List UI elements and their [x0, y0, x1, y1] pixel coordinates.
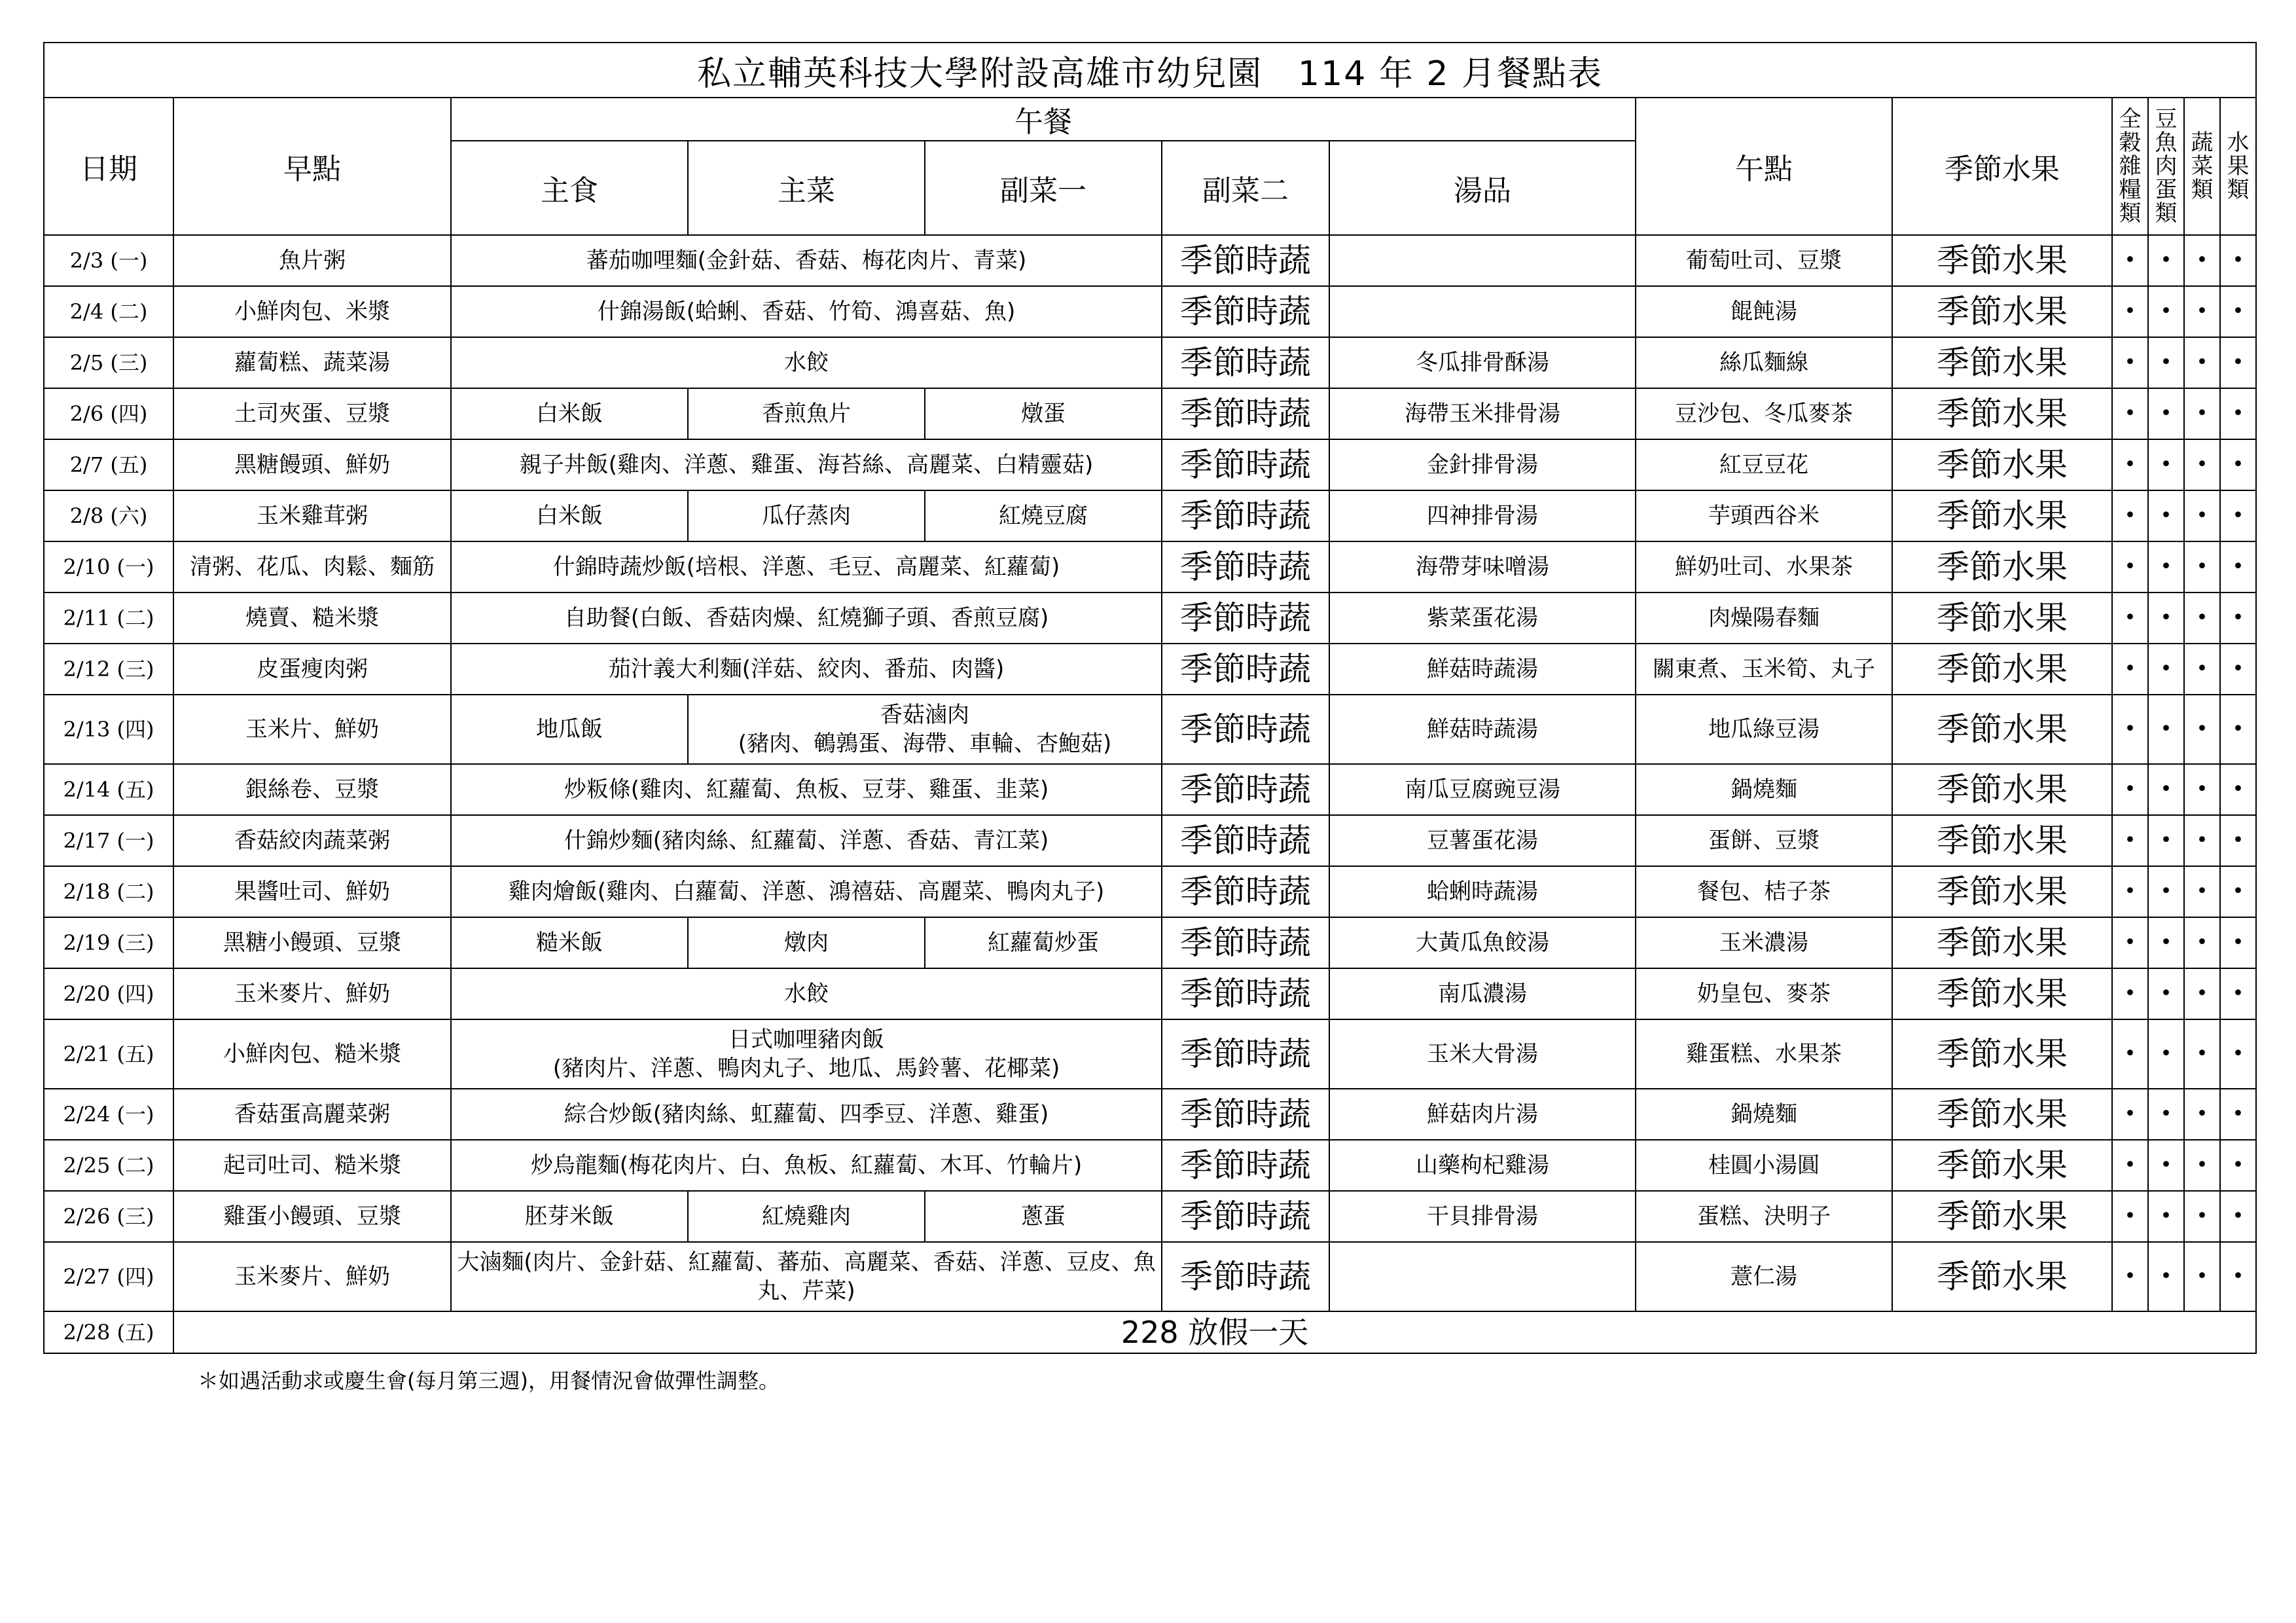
- food-group-dot: •: [2184, 541, 2220, 593]
- side2-cell: 季節時蔬: [1162, 1019, 1329, 1089]
- table-row: [44, 1019, 2256, 1089]
- table-row: [44, 1191, 2256, 1242]
- food-group-dot: •: [2112, 968, 2148, 1019]
- header-date: 日期: [44, 98, 173, 235]
- food-group-dot: •: [2220, 388, 2256, 439]
- fruit-cell: 季節水果: [1892, 541, 2112, 593]
- snack-cell: 鮮奶吐司、水果茶: [1636, 541, 1892, 593]
- food-group-dot: •: [2112, 439, 2148, 490]
- soup-cell: 鮮菇肉片湯: [1329, 1089, 1636, 1140]
- side1-cell: 燉蛋: [925, 388, 1162, 439]
- food-group-dot: •: [2220, 235, 2256, 286]
- breakfast-cell: 小鮮肉包、米漿: [173, 286, 451, 337]
- header-grains: 全 穀 雜 糧 類: [2112, 98, 2148, 235]
- food-group-dot: •: [2220, 644, 2256, 695]
- snack-cell: 鍋燒麵: [1636, 1089, 1892, 1140]
- food-group-dot: •: [2148, 866, 2184, 917]
- lunch-cell: 綜合炒飯(豬肉絲、虹蘿蔔、四季豆、洋蔥、雞蛋): [451, 1089, 1162, 1140]
- date-cell: 2/17 (一): [44, 815, 173, 866]
- side2-cell: 季節時蔬: [1162, 815, 1329, 866]
- breakfast-cell: 玉米麥片、鮮奶: [173, 968, 451, 1019]
- snack-cell: 奶皇包、麥茶: [1636, 968, 1892, 1019]
- fruit-cell: 季節水果: [1892, 286, 2112, 337]
- date-cell: 2/28 (五): [44, 1311, 173, 1353]
- breakfast-cell: 皮蛋瘦肉粥: [173, 644, 451, 695]
- soup-cell: [1329, 286, 1636, 337]
- food-group-dot: •: [2148, 337, 2184, 388]
- fruit-cell: 季節水果: [1892, 866, 2112, 917]
- lunch-cell: 雞肉燴飯(雞肉、白蘿蔔、洋蔥、鴻禧菇、高麗菜、鴨肉丸子): [451, 866, 1162, 917]
- date-cell: 2/7 (五): [44, 439, 173, 490]
- table-row: [44, 866, 2256, 917]
- food-group-dot: •: [2220, 337, 2256, 388]
- fruit-cell: 季節水果: [1892, 1191, 2112, 1242]
- table-row: [44, 593, 2256, 644]
- soup-cell: 南瓜豆腐豌豆湯: [1329, 764, 1636, 815]
- header-breakfast: 早點: [173, 98, 451, 235]
- lunch-cell: [451, 1019, 1162, 1089]
- side2-cell: 季節時蔬: [1162, 968, 1329, 1019]
- table-row: [44, 1089, 2256, 1140]
- staple-cell: 白米飯: [451, 490, 688, 541]
- side2-cell: 季節時蔬: [1162, 337, 1329, 388]
- breakfast-cell: 黑糖饅頭、鮮奶: [173, 439, 451, 490]
- food-group-dot: •: [2184, 593, 2220, 644]
- menu-body: [44, 235, 2256, 1353]
- table-row: [44, 917, 2256, 968]
- date-cell: 2/5 (三): [44, 337, 173, 388]
- food-group-dot: •: [2220, 917, 2256, 968]
- side1-cell: 蔥蛋: [925, 1191, 1162, 1242]
- side2-cell: 季節時蔬: [1162, 917, 1329, 968]
- fruit-cell: 季節水果: [1892, 388, 2112, 439]
- breakfast-cell: 魚片粥: [173, 235, 451, 286]
- table-row: [44, 1242, 2256, 1311]
- food-group-dot: •: [2148, 1089, 2184, 1140]
- food-group-dot: •: [2148, 695, 2184, 764]
- snack-cell: 餐包、桔子茶: [1636, 866, 1892, 917]
- food-group-dot: •: [2112, 644, 2148, 695]
- side2-cell: 季節時蔬: [1162, 695, 1329, 764]
- food-group-dot: •: [2220, 866, 2256, 917]
- food-group-dot: •: [2220, 815, 2256, 866]
- food-group-dot: •: [2220, 439, 2256, 490]
- soup-cell: 豆薯蛋花湯: [1329, 815, 1636, 866]
- food-group-dot: •: [2112, 235, 2148, 286]
- food-group-dot: •: [2112, 695, 2148, 764]
- food-group-dot: •: [2184, 644, 2220, 695]
- food-group-dot: •: [2148, 1191, 2184, 1242]
- food-group-dot: •: [2220, 1242, 2256, 1311]
- date-cell: 2/25 (二): [44, 1140, 173, 1191]
- side2-cell: 季節時蔬: [1162, 286, 1329, 337]
- food-group-dot: •: [2184, 815, 2220, 866]
- breakfast-cell: 清粥、花瓜、肉鬆、麵筋: [173, 541, 451, 593]
- food-group-dot: •: [2184, 1191, 2220, 1242]
- side1-cell: 紅蘿蔔炒蛋: [925, 917, 1162, 968]
- snack-cell: 葡萄吐司、豆漿: [1636, 235, 1892, 286]
- snack-cell: 紅豆豆花: [1636, 439, 1892, 490]
- date-cell: 2/3 (一): [44, 235, 173, 286]
- table-row: [44, 439, 2256, 490]
- food-group-dot: •: [2184, 764, 2220, 815]
- lunch-cell: 什錦炒麵(豬肉絲、紅蘿蔔、洋蔥、香菇、青江菜): [451, 815, 1162, 866]
- lunch-cell-line2: (豬肉片、洋蔥、鴨肉丸子、地瓜、馬鈴薯、花椰菜): [552, 1055, 1060, 1082]
- fruit-cell: 季節水果: [1892, 593, 2112, 644]
- table-row: [44, 337, 2256, 388]
- table-row: [44, 388, 2256, 439]
- snack-cell: 鍋燒麵: [1636, 764, 1892, 815]
- food-group-dot: •: [2148, 764, 2184, 815]
- soup-cell: 山藥枸杞雞湯: [1329, 1140, 1636, 1191]
- food-group-dot: •: [2112, 1191, 2148, 1242]
- main-dish-cell-line1: 香菇滷肉: [880, 702, 969, 728]
- table-row: [44, 1140, 2256, 1191]
- page-title: 私立輔英科技大學附設高雄市幼兒園 114 年 2 月餐點表: [44, 43, 2256, 98]
- snack-cell: 餛飩湯: [1636, 286, 1892, 337]
- soup-cell: 干貝排骨湯: [1329, 1191, 1636, 1242]
- food-group-dot: •: [2184, 1242, 2220, 1311]
- food-group-dot: •: [2112, 286, 2148, 337]
- lunch-cell: [451, 1242, 1162, 1311]
- food-group-dot: •: [2148, 593, 2184, 644]
- side2-cell: 季節時蔬: [1162, 1191, 1329, 1242]
- lunch-cell: 什錦時蔬炒飯(培根、洋蔥、毛豆、高麗菜、紅蘿蔔): [451, 541, 1162, 593]
- soup-cell: [1329, 235, 1636, 286]
- staple-cell: 糙米飯: [451, 917, 688, 968]
- snack-cell: 關東煮、玉米筍、丸子: [1636, 644, 1892, 695]
- main-dish-cell: [688, 695, 1162, 764]
- side2-cell: 季節時蔬: [1162, 1242, 1329, 1311]
- date-cell: 2/26 (三): [44, 1191, 173, 1242]
- food-group-dot: •: [2148, 439, 2184, 490]
- header-lunch: 午餐: [451, 98, 1636, 141]
- food-group-dot: •: [2148, 917, 2184, 968]
- lunch-cell-line1: 日式咖哩豬肉飯: [728, 1027, 884, 1053]
- side1-cell: 紅燒豆腐: [925, 490, 1162, 541]
- fruit-cell: 季節水果: [1892, 1242, 2112, 1311]
- date-cell: 2/6 (四): [44, 388, 173, 439]
- food-group-dot: •: [2220, 764, 2256, 815]
- staple-cell: 地瓜飯: [451, 695, 688, 764]
- fruit-cell: 季節水果: [1892, 439, 2112, 490]
- date-cell: 2/11 (二): [44, 593, 173, 644]
- date-cell: 2/20 (四): [44, 968, 173, 1019]
- food-group-dot: •: [2184, 490, 2220, 541]
- food-group-dot: •: [2112, 1089, 2148, 1140]
- food-group-dot: •: [2148, 541, 2184, 593]
- food-group-dot: •: [2220, 1089, 2256, 1140]
- food-group-dot: •: [2220, 968, 2256, 1019]
- lunch-cell: 茄汁義大利麵(洋菇、絞肉、番茄、肉醬): [451, 644, 1162, 695]
- date-cell: 2/10 (一): [44, 541, 173, 593]
- lunch-cell: 炒烏龍麵(梅花肉片、白、魚板、紅蘿蔔、木耳、竹輪片): [451, 1140, 1162, 1191]
- food-group-dot: •: [2148, 968, 2184, 1019]
- soup-cell: 海帶玉米排骨湯: [1329, 388, 1636, 439]
- food-group-dot: •: [2184, 439, 2220, 490]
- snack-cell: 雞蛋糕、水果茶: [1636, 1019, 1892, 1089]
- food-group-dot: •: [2184, 866, 2220, 917]
- snack-cell: 地瓜綠豆湯: [1636, 695, 1892, 764]
- soup-cell: 海帶芽味噌湯: [1329, 541, 1636, 593]
- food-group-dot: •: [2220, 1191, 2256, 1242]
- food-group-dot: •: [2148, 1242, 2184, 1311]
- breakfast-cell: 玉米雞茸粥: [173, 490, 451, 541]
- main-dish-cell: 紅燒雞肉: [688, 1191, 925, 1242]
- snack-cell: 肉燥陽春麵: [1636, 593, 1892, 644]
- food-group-dot: •: [2112, 490, 2148, 541]
- snack-cell: 玉米濃湯: [1636, 917, 1892, 968]
- food-group-dot: •: [2220, 1019, 2256, 1089]
- staple-cell: 白米飯: [451, 388, 688, 439]
- fruit-cell: 季節水果: [1892, 235, 2112, 286]
- date-cell: 2/24 (一): [44, 1089, 173, 1140]
- date-cell: 2/8 (六): [44, 490, 173, 541]
- fruit-cell: 季節水果: [1892, 490, 2112, 541]
- breakfast-cell: 果醬吐司、鮮奶: [173, 866, 451, 917]
- food-group-dot: •: [2148, 1019, 2184, 1089]
- food-group-dot: •: [2184, 337, 2220, 388]
- food-group-dot: •: [2112, 388, 2148, 439]
- fruit-cell: 季節水果: [1892, 644, 2112, 695]
- breakfast-cell: 黑糖小饅頭、豆漿: [173, 917, 451, 968]
- fruit-cell: 季節水果: [1892, 815, 2112, 866]
- lunch-cell: 什錦湯飯(蛤蜊、香菇、竹筍、鴻喜菇、魚): [451, 286, 1162, 337]
- soup-cell: 鮮菇時蔬湯: [1329, 644, 1636, 695]
- snack-cell: 絲瓜麵線: [1636, 337, 1892, 388]
- snack-cell: 蛋餅、豆漿: [1636, 815, 1892, 866]
- soup-cell: 紫菜蛋花湯: [1329, 593, 1636, 644]
- lunch-cell: 炒粄條(雞肉、紅蘿蔔、魚板、豆芽、雞蛋、韭菜): [451, 764, 1162, 815]
- date-cell: 2/27 (四): [44, 1242, 173, 1311]
- header-side1: 副菜一: [925, 141, 1162, 235]
- breakfast-cell: 起司吐司、糙米漿: [173, 1140, 451, 1191]
- header-staple: 主食: [451, 141, 688, 235]
- lunch-cell: 蕃茄咖哩麵(金針菇、香菇、梅花肉片、青菜): [451, 235, 1162, 286]
- lunch-cell: 親子丼飯(雞肉、洋蔥、雞蛋、海苔絲、高麗菜、白精靈菇): [451, 439, 1162, 490]
- breakfast-cell: 蘿蔔糕、蔬菜湯: [173, 337, 451, 388]
- side2-cell: 季節時蔬: [1162, 235, 1329, 286]
- header-fruit: 季節水果: [1892, 98, 2112, 235]
- side2-cell: 季節時蔬: [1162, 388, 1329, 439]
- food-group-dot: •: [2184, 695, 2220, 764]
- date-cell: 2/4 (二): [44, 286, 173, 337]
- table-row: [44, 644, 2256, 695]
- snack-cell: 芋頭西谷米: [1636, 490, 1892, 541]
- soup-cell: 鮮菇時蔬湯: [1329, 695, 1636, 764]
- table-row: [44, 235, 2256, 286]
- soup-cell: 大黃瓜魚餃湯: [1329, 917, 1636, 968]
- food-group-dot: •: [2112, 1242, 2148, 1311]
- side2-cell: 季節時蔬: [1162, 1140, 1329, 1191]
- main-dish-cell-line2: (豬肉、鵪鶉蛋、海帶、車輪、杏鮑菇): [738, 731, 1112, 757]
- food-group-dot: •: [2184, 235, 2220, 286]
- food-group-dot: •: [2148, 815, 2184, 866]
- soup-cell: 冬瓜排骨酥湯: [1329, 337, 1636, 388]
- soup-cell: [1329, 1242, 1636, 1311]
- main-dish-cell: 香煎魚片: [688, 388, 925, 439]
- food-group-dot: •: [2112, 541, 2148, 593]
- food-group-dot: •: [2148, 644, 2184, 695]
- header-fruit-category: 水 果 類: [2220, 98, 2256, 235]
- food-group-dot: •: [2184, 388, 2220, 439]
- food-group-dot: •: [2148, 1140, 2184, 1191]
- fruit-cell: 季節水果: [1892, 917, 2112, 968]
- date-cell: 2/21 (五): [44, 1019, 173, 1089]
- food-group-dot: •: [2220, 286, 2256, 337]
- header-main: 主菜: [688, 141, 925, 235]
- snack-cell: 豆沙包、冬瓜麥茶: [1636, 388, 1892, 439]
- breakfast-cell: 香菇絞肉蔬菜粥: [173, 815, 451, 866]
- menu-table: [43, 42, 2257, 1354]
- staple-cell: 胚芽米飯: [451, 1191, 688, 1242]
- date-cell: 2/13 (四): [44, 695, 173, 764]
- food-group-dot: •: [2220, 541, 2256, 593]
- snack-cell: 桂圓小湯圓: [1636, 1140, 1892, 1191]
- breakfast-cell: 玉米麥片、鮮奶: [173, 1242, 451, 1311]
- soup-cell: 玉米大骨湯: [1329, 1019, 1636, 1089]
- food-group-dot: •: [2184, 1140, 2220, 1191]
- breakfast-cell: 燒賣、糙米漿: [173, 593, 451, 644]
- holiday-cell: 228 放假一天: [173, 1311, 2256, 1353]
- date-cell: 2/14 (五): [44, 764, 173, 815]
- food-group-dot: •: [2220, 695, 2256, 764]
- fruit-cell: 季節水果: [1892, 1089, 2112, 1140]
- side2-cell: 季節時蔬: [1162, 490, 1329, 541]
- fruit-cell: 季節水果: [1892, 764, 2112, 815]
- lunch-cell-line1: 大滷麵(肉片、金針菇、紅蘿蔔、蕃茄、高麗菜、香菇、洋蔥、豆皮、魚: [457, 1249, 1156, 1275]
- food-group-dot: •: [2148, 388, 2184, 439]
- food-group-dot: •: [2220, 490, 2256, 541]
- food-group-dot: •: [2148, 286, 2184, 337]
- date-cell: 2/19 (三): [44, 917, 173, 968]
- header-snack: 午點: [1636, 98, 1892, 235]
- table-row: [44, 490, 2256, 541]
- table-row: [44, 286, 2256, 337]
- food-group-dot: •: [2112, 917, 2148, 968]
- side2-cell: 季節時蔬: [1162, 593, 1329, 644]
- fruit-cell: 季節水果: [1892, 968, 2112, 1019]
- food-group-dot: •: [2112, 866, 2148, 917]
- snack-cell: 薏仁湯: [1636, 1242, 1892, 1311]
- header-protein: 豆 魚 肉 蛋 類: [2148, 98, 2184, 235]
- side2-cell: 季節時蔬: [1162, 541, 1329, 593]
- fruit-cell: 季節水果: [1892, 695, 2112, 764]
- side2-cell: 季節時蔬: [1162, 866, 1329, 917]
- food-group-dot: •: [2184, 286, 2220, 337]
- food-group-dot: •: [2112, 764, 2148, 815]
- food-group-dot: •: [2112, 1019, 2148, 1089]
- footnote: ＊如遇活動求或慶生會(每月第三週)，用餐情況會做彈性調整。: [198, 1368, 780, 1393]
- fruit-cell: 季節水果: [1892, 1019, 2112, 1089]
- main-dish-cell: 燉肉: [688, 917, 925, 968]
- food-group-dot: •: [2220, 593, 2256, 644]
- food-group-dot: •: [2184, 968, 2220, 1019]
- fruit-cell: 季節水果: [1892, 1140, 2112, 1191]
- soup-cell: 南瓜濃湯: [1329, 968, 1636, 1019]
- side2-cell: 季節時蔬: [1162, 764, 1329, 815]
- date-cell: 2/18 (二): [44, 866, 173, 917]
- table-row: [44, 764, 2256, 815]
- table-row: [44, 968, 2256, 1019]
- soup-cell: 金針排骨湯: [1329, 439, 1636, 490]
- soup-cell: 蛤蜊時蔬湯: [1329, 866, 1636, 917]
- side2-cell: 季節時蔬: [1162, 644, 1329, 695]
- food-group-dot: •: [2112, 337, 2148, 388]
- side2-cell: 季節時蔬: [1162, 1089, 1329, 1140]
- header-soup: 湯品: [1329, 141, 1636, 235]
- breakfast-cell: 銀絲卷、豆漿: [173, 764, 451, 815]
- food-group-dot: •: [2112, 815, 2148, 866]
- side2-cell: 季節時蔬: [1162, 439, 1329, 490]
- soup-cell: 四神排骨湯: [1329, 490, 1636, 541]
- holiday-row: [44, 1311, 2256, 1353]
- lunch-cell-line2: 丸、芹菜): [757, 1278, 855, 1304]
- snack-cell: 蛋糕、決明子: [1636, 1191, 1892, 1242]
- breakfast-cell: 香菇蛋高麗菜粥: [173, 1089, 451, 1140]
- food-group-dot: •: [2148, 490, 2184, 541]
- breakfast-cell: 土司夾蛋、豆漿: [173, 388, 451, 439]
- food-group-dot: •: [2184, 1089, 2220, 1140]
- header-veg: 蔬 菜 類: [2184, 98, 2220, 235]
- table-row: [44, 695, 2256, 764]
- main-dish-cell: 瓜仔蒸肉: [688, 490, 925, 541]
- breakfast-cell: 雞蛋小饅頭、豆漿: [173, 1191, 451, 1242]
- food-group-dot: •: [2112, 1140, 2148, 1191]
- lunch-cell: 自助餐(白飯、香菇肉燥、紅燒獅子頭、香煎豆腐): [451, 593, 1162, 644]
- lunch-cell: 水餃: [451, 337, 1162, 388]
- food-group-dot: •: [2184, 1019, 2220, 1089]
- food-group-dot: •: [2148, 235, 2184, 286]
- table-row: [44, 815, 2256, 866]
- food-group-dot: •: [2112, 593, 2148, 644]
- food-group-dot: •: [2184, 917, 2220, 968]
- lunch-cell: 水餃: [451, 968, 1162, 1019]
- fruit-cell: 季節水果: [1892, 337, 2112, 388]
- date-cell: 2/12 (三): [44, 644, 173, 695]
- food-group-dot: •: [2220, 1140, 2256, 1191]
- table-row: [44, 541, 2256, 593]
- breakfast-cell: 玉米片、鮮奶: [173, 695, 451, 764]
- menu-document: [43, 42, 2255, 1395]
- breakfast-cell: 小鮮肉包、糙米漿: [173, 1019, 451, 1089]
- header-side2: 副菜二: [1162, 141, 1329, 235]
